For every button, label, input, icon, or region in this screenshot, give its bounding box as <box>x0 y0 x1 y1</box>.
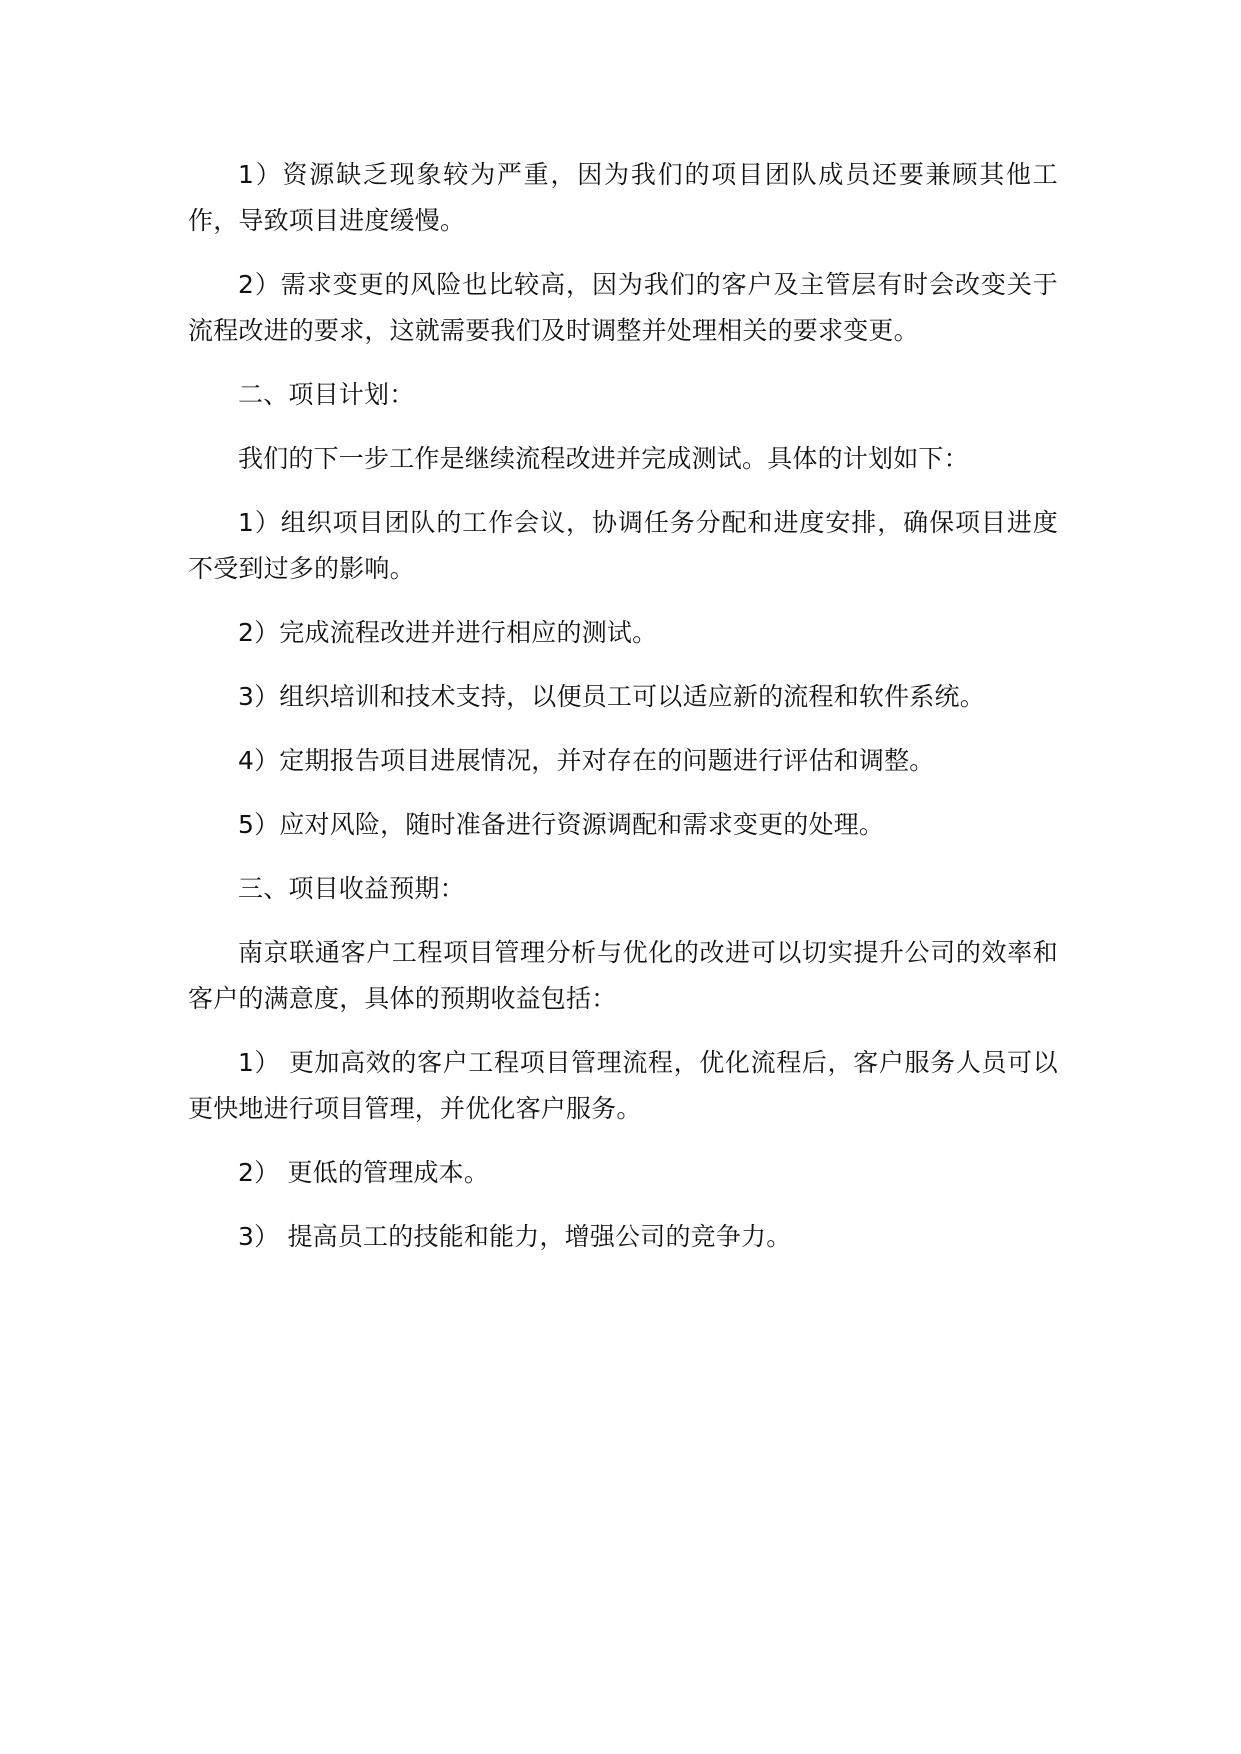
section-heading-project-plan: 二、项目计划： <box>238 380 415 409</box>
plan-item-2: 2）完成流程改进并进行相应的测试。 <box>238 618 658 647</box>
benefit-item-2: 2） 更低的管理成本。 <box>238 1158 490 1187</box>
risk-item-2: 2）需求变更的风险也比较高，因为我们的客户及主管层有时会改变关于流程改进的要求，这就需要我们及时调整并处理相关的要求变更。 <box>188 270 1058 345</box>
benefit-item-1: 1） 更加高效的客户工程项目管理流程，优化流程后，客户服务人员可以更快地进行项目管理，并优化客户服务。 <box>188 1048 1058 1123</box>
benefits-intro: 南京联通客户工程项目管理分析与优化的改进可以切实提升公司的效率和客户的满意度，具体的预期收益包括： <box>188 938 1058 1013</box>
plan-intro: 我们的下一步工作是继续流程改进并完成测试。具体的计划如下： <box>238 444 969 473</box>
section-heading-expected-benefits: 三、项目收益预期： <box>238 874 465 903</box>
risk-item-1: 1）资源缺乏现象较为严重，因为我们的项目团队成员还要兼顾其他工作，导致项目进度缓慢。 <box>188 160 1058 235</box>
plan-item-3: 3）组织培训和技术支持，以便员工可以适应新的流程和软件系统。 <box>238 682 985 711</box>
plan-item-5: 5）应对风险，随时准备进行资源调配和需求变更的处理。 <box>238 810 885 839</box>
benefit-item-3: 3） 提高员工的技能和能力，增强公司的竞争力。 <box>238 1222 792 1251</box>
plan-item-4: 4）定期报告项目进展情况，并对存在的问题进行评估和调整。 <box>238 746 935 775</box>
document-body <box>188 152 1058 1278</box>
plan-item-1: 1）组织项目团队的工作会议，协调任务分配和进度安排，确保项目进度不受到过多的影响。 <box>188 508 1058 583</box>
